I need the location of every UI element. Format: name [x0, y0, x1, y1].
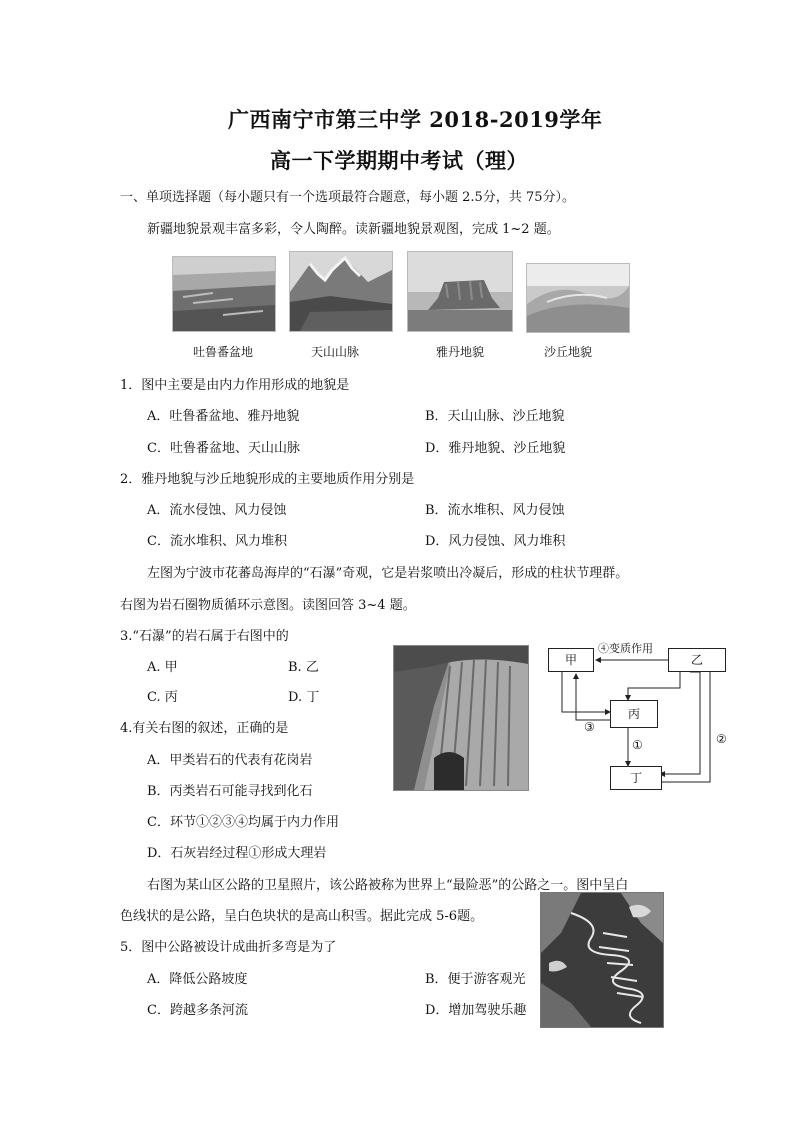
question-4-option-c: C．环节①②③④均属于内力作用: [147, 815, 339, 830]
label-process-3: ③: [584, 720, 595, 734]
question-5-option-a: A．降低公路坡度: [147, 972, 248, 987]
caption-tianshan: 天山山脉: [311, 345, 360, 359]
label-process-1: ①: [632, 738, 643, 752]
question-3-option-d: D. 丁: [288, 690, 320, 705]
question-2-option-d: D．风力侵蚀、风力堆积: [425, 534, 566, 549]
caption-turpan: 吐鲁番盆地: [193, 345, 254, 359]
passage-3-line-2: 色线状的是公路，呈白色块状的是高山积雪。据此完成 5-6题。: [120, 909, 484, 924]
question-4-stem: 4.有关右图的叙述，正确的是: [120, 721, 289, 736]
question-3-stem: 3.“石瀑”的岩石属于右图中的: [120, 629, 289, 644]
passage-2-line-2: 右图为岩石圈物质循环示意图。读图回答 3~4 题。: [120, 598, 416, 613]
question-1-stem: 1．图中主要是由内力作用形成的地貌是: [120, 378, 350, 393]
rock-jia-box: 甲: [548, 648, 594, 672]
passage-2-line-1: 左图为宁波市花蕃岛海岸的“石瀑”奇观，它是岩浆喷出冷凝后，形成的柱状节理群。: [147, 566, 629, 581]
passage-3-line-1: 右图为某山区公路的卫星照片，该公路被称为世界上“最险恶”的公路之一。图中呈白: [147, 878, 629, 893]
rock-bing-box: 丙: [610, 700, 658, 728]
question-1-option-d: D．雅丹地貌、沙丘地貌: [425, 441, 566, 456]
question-4-option-d: D．石灰岩经过程①形成大理岩: [147, 846, 327, 861]
rock-cycle-diagram: [540, 640, 745, 790]
rock-yi-box: 乙: [668, 648, 726, 672]
caption-dune: 沙丘地貌: [544, 345, 593, 359]
question-2-option-b: B．流水堆积、风力侵蚀: [425, 503, 565, 518]
tianshan-photo: [289, 251, 393, 332]
section-heading: 一、单项选择题（每小题只有一个选项最符合题意，每小题 2.5分，共 75分）。: [120, 190, 575, 205]
stone-waterfall-photo: [393, 645, 529, 791]
label-process-2: ②: [716, 732, 727, 746]
question-5-stem: 5．图中公路被设计成曲折多弯是为了: [120, 940, 337, 955]
question-5-option-c: C．跨越多条河流: [147, 1003, 248, 1018]
yadan-photo: [407, 251, 513, 332]
question-1-option-a: A．吐鲁番盆地、雅丹地貌: [147, 409, 300, 424]
question-4-option-a: A．甲类岩石的代表有花岗岩: [147, 753, 313, 768]
turpan-basin-photo: [172, 256, 276, 332]
label-metamorphism: ④变质作用: [598, 642, 653, 655]
question-3-option-c: C. 丙: [147, 690, 178, 705]
mountain-road-photo: [540, 892, 664, 1028]
caption-yadan: 雅丹地貌: [436, 345, 485, 359]
question-3-option-a: A. 甲: [147, 660, 178, 675]
question-4-option-b: B．丙类岩石可能寻找到化石: [147, 784, 313, 799]
question-1-option-c: C．吐鲁番盆地、天山山脉: [147, 441, 300, 456]
page-subtitle: 高一下学期期中考试（理）: [270, 148, 528, 173]
question-3-option-b: B. 乙: [288, 660, 319, 675]
rock-ding-box: 丁: [610, 766, 662, 790]
question-2-option-c: C．流水堆积、风力堆积: [147, 534, 287, 549]
question-2-option-a: A．流水侵蚀、风力侵蚀: [147, 503, 287, 518]
question-1-option-b: B．天山山脉、沙丘地貌: [425, 409, 565, 424]
page-title: 广西南宁市第三中学 2018-2019学年: [228, 107, 603, 132]
question-5-option-b: B．便于游客观光: [425, 972, 526, 987]
question-2-stem: 2．雅丹地貌与沙丘地貌形成的主要地质作用分别是: [120, 472, 415, 487]
section-intro: 新疆地貌景观丰富多彩，令人陶醉。读新疆地貌景观图，完成 1~2 题。: [147, 222, 560, 237]
dune-photo: [526, 263, 630, 333]
question-5-option-d: D．增加驾驶乐趣: [425, 1003, 527, 1018]
